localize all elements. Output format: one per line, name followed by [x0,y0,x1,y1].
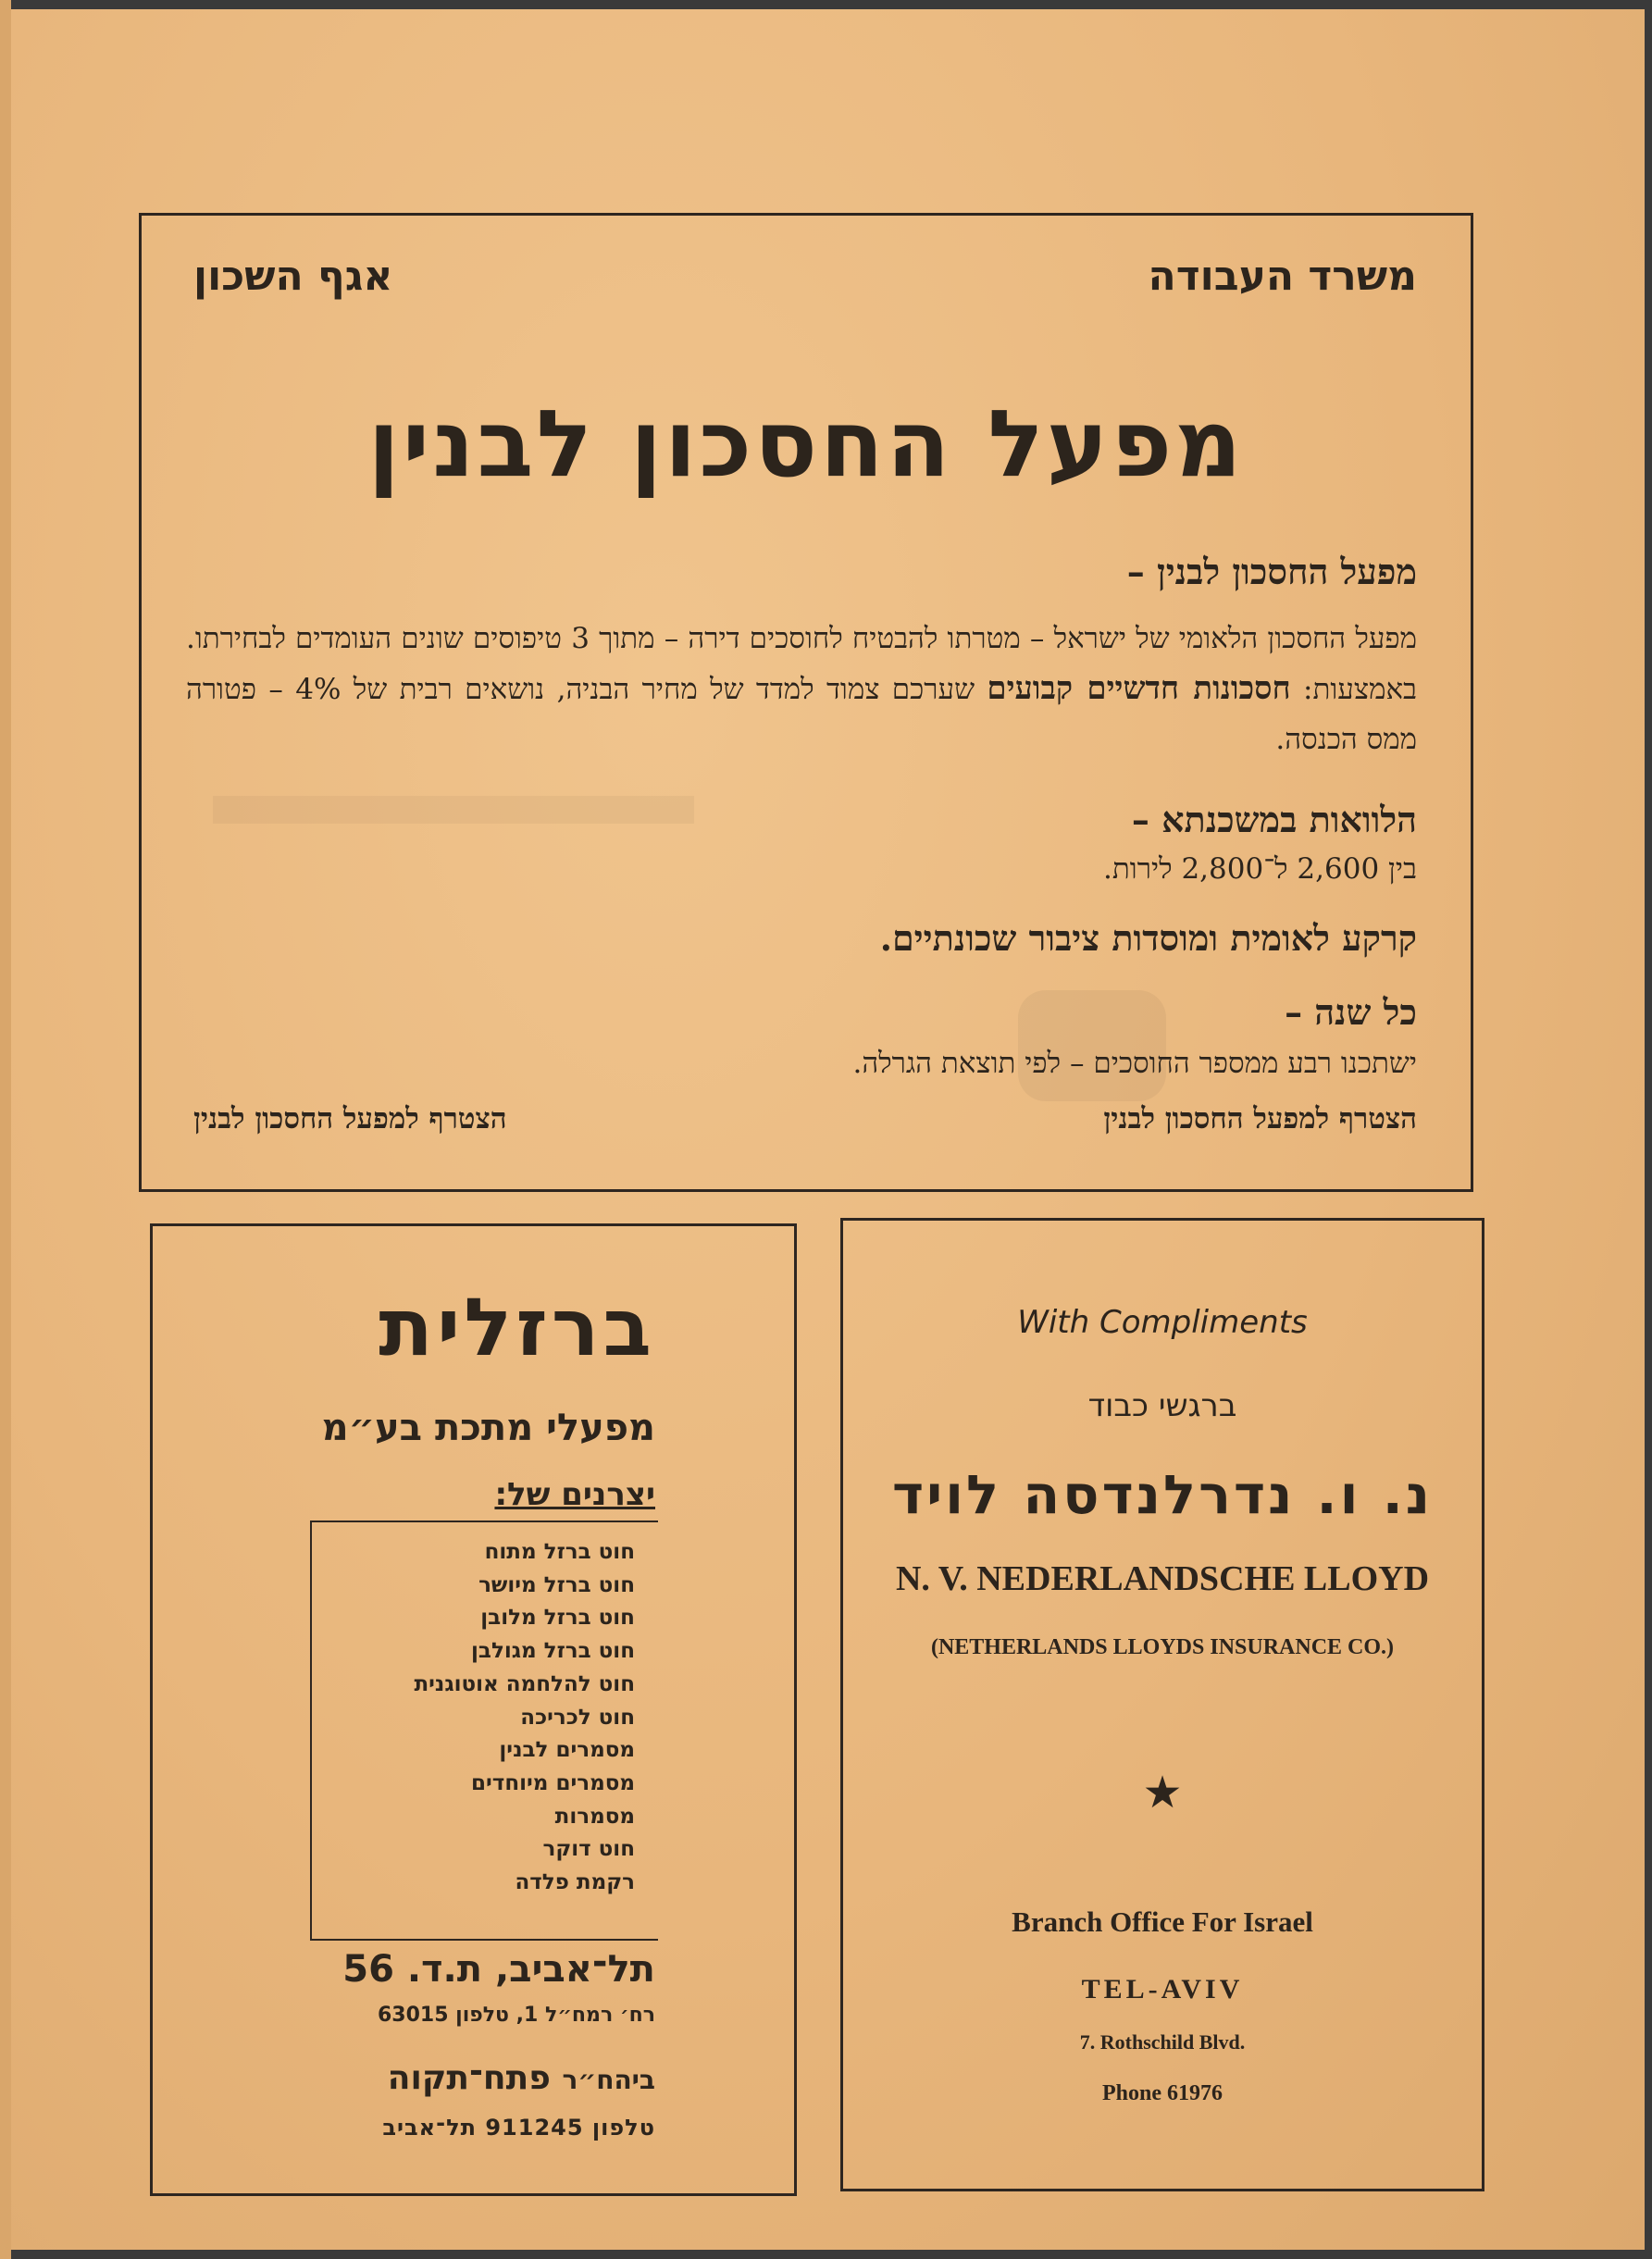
office-city: TEL-AVIV [1081,1974,1244,2005]
list-item: חוט ברזל מלובן [480,1606,635,1631]
list-item: מסמרים מיוחדים [471,1770,635,1795]
join-slogan-left: הצטרף למפעל החסכון לבנין [193,1102,507,1136]
factory-city: פתח־תקוה [387,2059,551,2097]
lloyd-ad [840,1218,1484,2191]
list-item: חוט ברזל מיושר [478,1572,635,1597]
list-item: מסמרים לבנין [499,1738,635,1763]
company-name-hebrew: נ. ו. נדרלנדסה לויד [891,1463,1434,1526]
join-slogan-right: הצטרף למפעל החסכון לבנין [1103,1102,1417,1136]
company-description: מפעלי מתכת בע״מ [321,1407,655,1449]
list-item: רקמת פלדה [515,1870,635,1895]
company-name-latin: N. V. NEDERLANDSCHE LLOYD [895,1559,1430,1598]
ministry-name: משרד העבודה [1148,253,1417,300]
list-item: חוט ברזל מתוח [484,1540,635,1564]
factory-location [388,2059,655,2097]
ad-title: מפעל החסכון לבנין [367,390,1245,498]
brand-name: ברזלית [379,1282,655,1374]
land-text: קרקע לאומית ומוסדות ציבור שכונתיים. [879,917,1417,959]
company-subtitle: (NETHERLANDS LLOYDS INSURANCE CO.) [930,1635,1395,1659]
yearly-heading: כל שנה – [1285,991,1417,1033]
paragraph-bold: חסכונות חדשיים קבועים [987,670,1291,707]
paragraph-part-2: שערכם צמוד למדד של מחיר הבניה, נושאים רבית של 4% – פטורה ממס הכנסה. [186,673,1417,756]
office-phone: Phone 61976 [1101,2081,1223,2105]
office-street: 7. Rothschild Blvd. [1079,2030,1246,2054]
housing-savings-ad [139,213,1473,1192]
producers-label: יצרנים של: [494,1476,655,1513]
barzilit-ad [150,1223,797,2196]
list-item: חוט ברזל מגולבן [471,1639,635,1664]
factory-prefix: ביהח״ר [562,2065,655,2095]
yearly-text: ישתכנו רבע ממספר החוסכים – לפי תוצאת הגרלה. [852,1047,1417,1080]
ad-paragraph [186,614,1417,764]
scan-edge-top [0,0,1652,9]
list-item: חוט להלחמה אוטוגנית [414,1671,635,1696]
scan-edge-right [1645,0,1652,2259]
mortgage-text: בין 2,600 ל־2,800 לירות. [1103,852,1417,886]
regards-text: ברגשי כבוד [1087,1387,1237,1424]
mortgage-heading: הלוואות במשכנתא – [1131,799,1417,840]
paragraph-part-1: מפעל החסכון הלאומי של ישראל – מטרתו להבטיח לחוסכים דירה – מתוך 3 טיפוסים שונים העומדים לבחירתו. באמצעות: [186,622,1418,706]
scan-edge-bottom [0,2250,1652,2259]
list-item: חוט דוקר [542,1837,635,1862]
department-name: אגף השכון [193,253,393,300]
street-address: רח׳ רמח״ל 1, טלפון 63015 [377,2004,655,2027]
branch-office-label: Branch Office For Israel [1012,1905,1313,1938]
phone-number: טלפון 911245 תל־אביב [382,2115,655,2141]
scan-edge-left [0,0,11,2259]
compliments-text: With Compliments [1017,1304,1308,1341]
products-list [414,1536,635,1900]
ad-subtitle: מפעל החסכון לבנין – [1126,551,1417,592]
list-item: מסמרות [554,1804,635,1829]
list-item: חוט לכריכה [520,1705,635,1730]
city-address: תל־אביב, ת.ד. 56 [342,1948,655,1991]
star-icon: ★ [1142,1767,1183,1818]
